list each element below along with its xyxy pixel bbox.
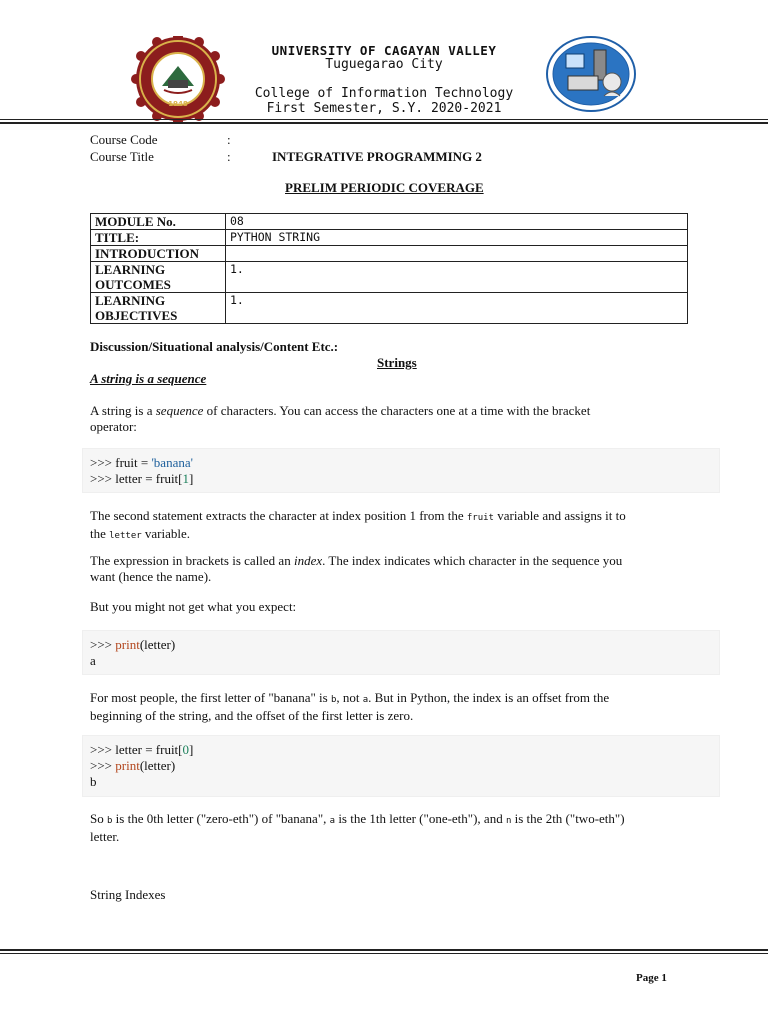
module-no-value: 08 — [226, 214, 688, 230]
seal-year: 1948 — [168, 100, 188, 108]
title-label: TITLE: — [91, 230, 226, 246]
title-value: PYTHON STRING — [226, 230, 688, 246]
code-text: >>> letter = fruit[ — [90, 742, 183, 757]
p3-text-b: . The index indicates which character in the sequence you — [322, 553, 623, 568]
code-line — [90, 758, 193, 774]
p5-code-b: b — [330, 695, 337, 705]
university-city: Tuguegarao City — [325, 57, 443, 72]
code-text: ] — [189, 742, 194, 757]
code-text: >>> — [90, 758, 116, 773]
p3-text-c: want (hence the name). — [90, 569, 212, 584]
paragraph-5 — [90, 690, 710, 724]
p5-text-b: , not — [336, 690, 363, 705]
table-row — [91, 262, 688, 293]
code-number: 1 — [182, 471, 189, 486]
p2-code-fruit: fruit — [466, 513, 494, 523]
learning-objectives-label: LEARNING OBJECTIVES — [91, 293, 226, 324]
code-function: print — [115, 637, 140, 652]
paragraph-2 — [90, 508, 710, 544]
course-title-colon: : — [227, 149, 231, 164]
subheading: A string is a sequence — [90, 371, 207, 386]
p5-text-a: For most people, the first letter of "banana" is — [90, 690, 331, 705]
p5-text-c: . But in Python, the index is an offset from the — [368, 690, 610, 705]
learning-objectives-value: 1. — [226, 293, 688, 324]
p6-code-a: a — [329, 816, 336, 826]
course-title-value: INTEGRATIVE PROGRAMMING 2 — [272, 149, 482, 164]
p6-text-c: is the 1th letter ("one-eth"), and — [335, 811, 506, 826]
code-line — [90, 637, 175, 653]
p1-text-b: of characters. You can access the characters one at a time with the bracket — [203, 403, 591, 418]
course-code-colon: : — [227, 132, 231, 147]
module-table — [90, 213, 688, 324]
string-indexes-heading: String Indexes — [90, 887, 166, 902]
p1-text-a: A string is a — [90, 403, 156, 418]
strings-heading: Strings — [377, 355, 417, 370]
p5-code-a: a — [362, 695, 369, 705]
p2-text-a: The second statement extracts the character at index position 1 from the — [90, 508, 467, 523]
p1-text-c: operator: — [90, 419, 137, 434]
code-line — [90, 471, 193, 487]
p3-emphasis: index — [293, 553, 323, 568]
footer-rule-bottom — [0, 953, 768, 954]
code-function: print — [115, 758, 140, 773]
college-name: College of Information Technology — [254, 86, 514, 101]
p2-code-letter: letter — [109, 531, 142, 541]
code-number: 0 — [182, 742, 189, 757]
footer-rule-top — [0, 949, 768, 951]
coverage-heading: PRELIM PERIODIC COVERAGE — [285, 180, 484, 195]
header-rule-bottom — [0, 122, 768, 124]
table-row — [91, 293, 688, 324]
p2-text-c: the — [90, 526, 110, 541]
learning-outcomes-value: 1. — [226, 262, 688, 293]
introduction-label: INTRODUCTION — [91, 246, 226, 262]
p6-text-e: letter. — [90, 829, 120, 844]
p2-text-b: variable and assigns it to — [493, 508, 626, 523]
p6-code-b: b — [106, 816, 113, 826]
course-title-label: Course Title — [90, 149, 154, 164]
code-text: >>> fruit = — [90, 455, 152, 470]
code-line — [90, 455, 193, 471]
p6-text-a: So — [90, 811, 107, 826]
code-block-2 — [82, 630, 720, 675]
p1-emphasis: sequence — [155, 403, 204, 418]
p3-text-a: The expression in brackets is called an — [90, 553, 294, 568]
module-no-label: MODULE No. — [91, 214, 226, 230]
code-text: (letter) — [139, 637, 176, 652]
code-text: ] — [189, 471, 194, 486]
paragraph-6 — [90, 811, 720, 845]
table-row — [91, 246, 688, 262]
p6-text-d: is the 2th ("two-eth") — [511, 811, 625, 826]
discussion-heading: Discussion/Situational analysis/Content Etc.: — [90, 339, 339, 354]
code-line: a — [90, 653, 96, 668]
learning-outcomes-label: LEARNING OUTCOMES — [91, 262, 226, 293]
table-row — [91, 214, 688, 230]
p6-text-b: is the 0th letter ("zero-eth") of "banana", — [112, 811, 330, 826]
p6-code-n: n — [505, 816, 512, 826]
code-text: >>> letter = fruit[ — [90, 471, 183, 486]
course-code-label: Course Code — [90, 132, 158, 147]
paragraph-1 — [90, 403, 710, 435]
code-block-3-text — [90, 742, 193, 790]
university-name: UNIVERSITY OF CAGAYAN VALLEY — [271, 43, 497, 58]
page-number: Page 1 — [636, 972, 667, 984]
code-block-1-text — [90, 455, 193, 487]
table-row — [91, 230, 688, 246]
code-line: b — [90, 774, 97, 789]
code-string: 'banana' — [151, 455, 193, 470]
code-text: >>> — [90, 637, 116, 652]
paragraph-4: But you might not get what you expect: — [90, 599, 297, 614]
code-line — [90, 742, 193, 758]
code-block-2-text — [90, 637, 175, 669]
introduction-value — [226, 246, 688, 262]
code-text: (letter) — [139, 758, 176, 773]
header-rule-top — [0, 119, 768, 120]
paragraph-3 — [90, 553, 710, 585]
semester: First Semester, S.Y. 2020-2021 — [266, 101, 502, 116]
p2-text-d: variable. — [141, 526, 191, 541]
p5-text-d: beginning of the string, and the offset of the first letter is zero. — [90, 708, 414, 723]
